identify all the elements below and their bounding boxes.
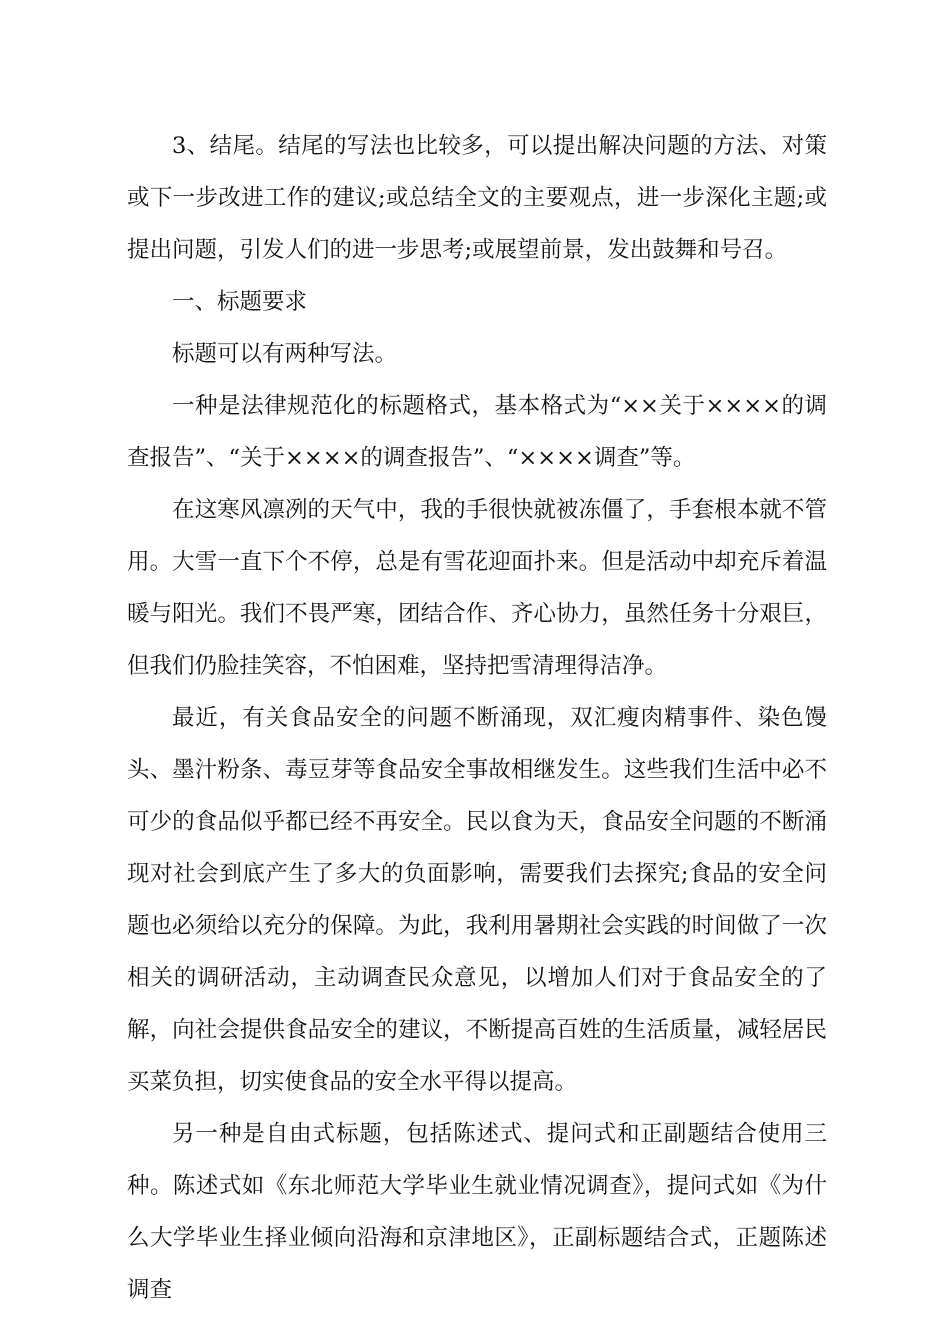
document-body: [127, 120, 827, 1316]
paragraph-two-title-styles: 标题可以有两种写法。: [172, 341, 398, 367]
paragraph-conclusion: 3、结尾。结尾的写法也比较多，可以提出解决问题的方法、对策或下一步改进工作的建议;或总结全文的主要观点，进一步深化主题;或提出问题，引发人们的进一步思考;或展望前景，发出鼓舞和号召。: [127, 133, 827, 263]
paragraph-free-style-title: 另一种是自由式标题，包括陈述式、提问式和正副题结合使用三种。陈述式如《东北师范大学毕业生就业情况调查》，提问式如《为什么大学毕业生择业倾向沿海和京津地区》，正副标题结合式，正题陈述调查: [127, 1121, 827, 1303]
paragraph-food-safety: 最近，有关食品安全的问题不断涌现，双汇瘦肉精事件、染色馒头、墨汁粉条、毒豆芽等食品安全事故相继发生。这些我们生活中必不可少的食品似乎都已经不再安全。民以食为天，食品安全问题的不断涌现对社会到底产生了多大的负面影响，需要我们去探究;食品的安全问题也必须给以充分的保障。为此，我利用暑期社会实践的时间做了一次相关的调研活动，主动调查民众意见，以增加人们对于食品安全的了解，向社会提供食品安全的建议，不断提高百姓的生活质量，减轻居民买菜负担，切实使食品的安全水平得以提高。: [127, 705, 827, 1095]
section-heading-title-requirements: 一、标题要求: [172, 289, 308, 315]
paragraph-formal-title-format: 一种是法律规范化的标题格式，基本格式为“××关于××××的调查报告”、“关于××××的调查报告”、“××××调查”等。: [127, 393, 827, 471]
paragraph-snow-activity: 在这寒风凛冽的天气中，我的手很快就被冻僵了，手套根本就不管用。大雪一直下个不停，总是有雪花迎面扑来。但是活动中却充斥着温暖与阳光。我们不畏严寒，团结合作、齐心协力，虽然任务十分艰巨，但我们仍脸挂笑容，不怕困难，坚持把雪清理得洁净。: [127, 497, 827, 679]
